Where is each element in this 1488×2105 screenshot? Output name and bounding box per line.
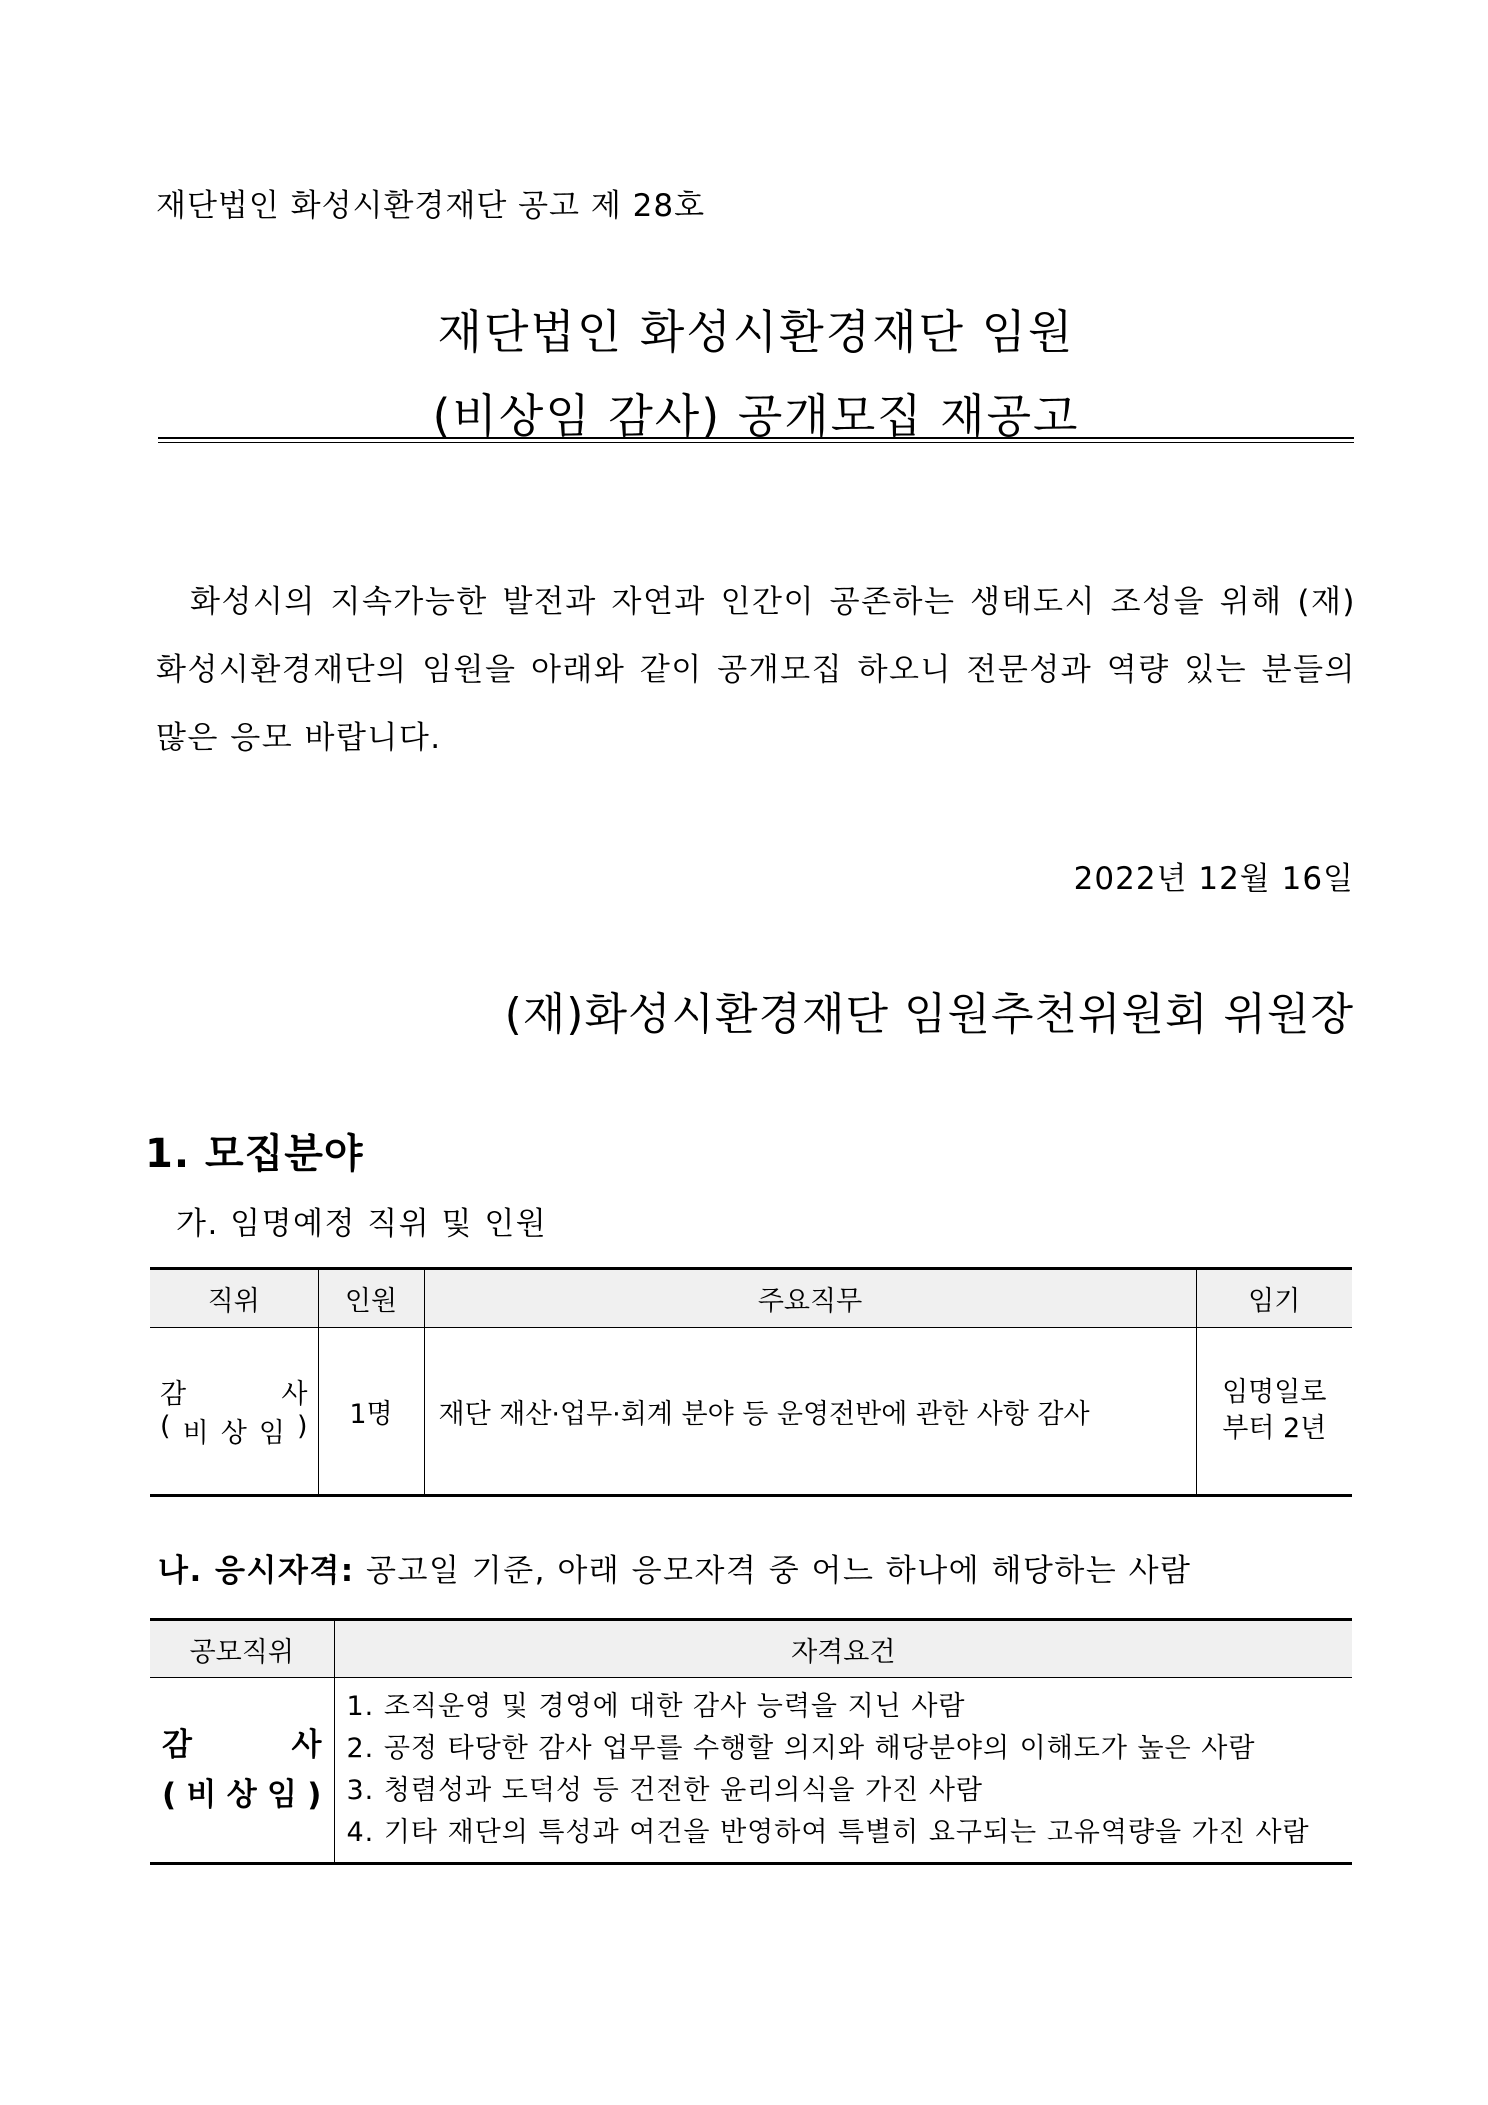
title-underline [158, 437, 1354, 443]
notice-date: 2022년 12월 16일 [1073, 861, 1354, 897]
position-char: 비 [182, 1418, 209, 1449]
intro-paragraph: 화성시의 지속가능한 발전과 자연과 인간이 공존하는 생태도시 조성을 위해 (재)화성시환경재단의 임원을 아래와 같이 공개모집 하오니 전문성과 역량 있는 분들의 많은 응모 바랍니다. [156, 584, 1356, 756]
position-char: 감 [162, 1727, 192, 1763]
list-item: 2. 공정 타당한 감사 업무를 수행할 의지와 해당분야의 이해도가 높은 사람 [346, 1733, 1256, 1764]
signatory: (재)화성시환경재단 임원추천위원회 위원장 [504, 989, 1354, 1040]
position-char: 감 [160, 1379, 187, 1410]
term-line1: 임명일로 [1222, 1377, 1327, 1408]
list-item: 4. 기타 재단의 특성과 여건을 반영하여 특별히 요구되는 고유역량을 가진 사람 [346, 1817, 1310, 1848]
count-cell: 1명 [318, 1328, 424, 1496]
position-char: 비 [186, 1777, 217, 1813]
subsection-b-heading [158, 1545, 1192, 1590]
position-table [150, 1267, 1352, 1497]
qualification-table [150, 1618, 1352, 1865]
notice-number: 재단법인 화성시환경재단 공고 제 28호 [156, 188, 706, 224]
list-item: 1. 조직운영 및 경영에 대한 감사 능력을 지닌 사람 [346, 1691, 966, 1722]
subsection-b-text: 공고일 기준, 아래 응모자격 중 어느 하나에 해당하는 사람 [354, 1553, 1192, 1589]
position-char: 사 [291, 1727, 322, 1763]
position-char: 상 [226, 1777, 257, 1813]
table-header-row [150, 1620, 1352, 1678]
position-char: 임 [258, 1418, 285, 1449]
duty-cell: 재단 재산·업무·회계 분야 등 운영전반에 관한 사항 감사 [424, 1328, 1196, 1496]
requirements-list [335, 1686, 1353, 1854]
header-position: 공모직위 [150, 1620, 334, 1678]
section-heading: 1. 모집분야 [145, 1131, 364, 1177]
header-duty: 주요직무 [424, 1269, 1196, 1328]
document-title-line1: 재단법인 화성시환경재단 임원 [437, 305, 1075, 359]
position-char: ( [160, 1411, 171, 1442]
header-requirements: 자격요건 [334, 1620, 1352, 1678]
table-row [150, 1678, 1352, 1864]
term-cell [1196, 1328, 1352, 1496]
requirements-cell [334, 1678, 1352, 1864]
position-char: ( [162, 1777, 177, 1813]
table-row [150, 1328, 1352, 1496]
header-term: 임기 [1196, 1269, 1352, 1328]
subsection-b-label: 나. 응시자격: [158, 1553, 355, 1589]
position-cell [150, 1328, 318, 1496]
position-char: 상 [220, 1418, 247, 1449]
position-cell [150, 1678, 334, 1864]
position-char: 사 [281, 1379, 308, 1410]
position-char: 임 [267, 1777, 297, 1813]
subsection-a-heading: 가. 임명예정 직위 및 인원 [176, 1206, 548, 1242]
list-item: 3. 청렴성과 도덕성 등 건전한 윤리의식을 가진 사람 [346, 1775, 983, 1806]
header-count: 인원 [318, 1269, 424, 1328]
header-position: 직위 [150, 1269, 318, 1328]
position-char: ) [296, 1411, 308, 1442]
table-header-row [150, 1269, 1352, 1328]
document-title-line2: (비상임 감사) 공개모집 재공고 [432, 389, 1080, 443]
term-line2: 부터 2년 [1222, 1413, 1327, 1444]
position-char: ) [307, 1777, 322, 1813]
